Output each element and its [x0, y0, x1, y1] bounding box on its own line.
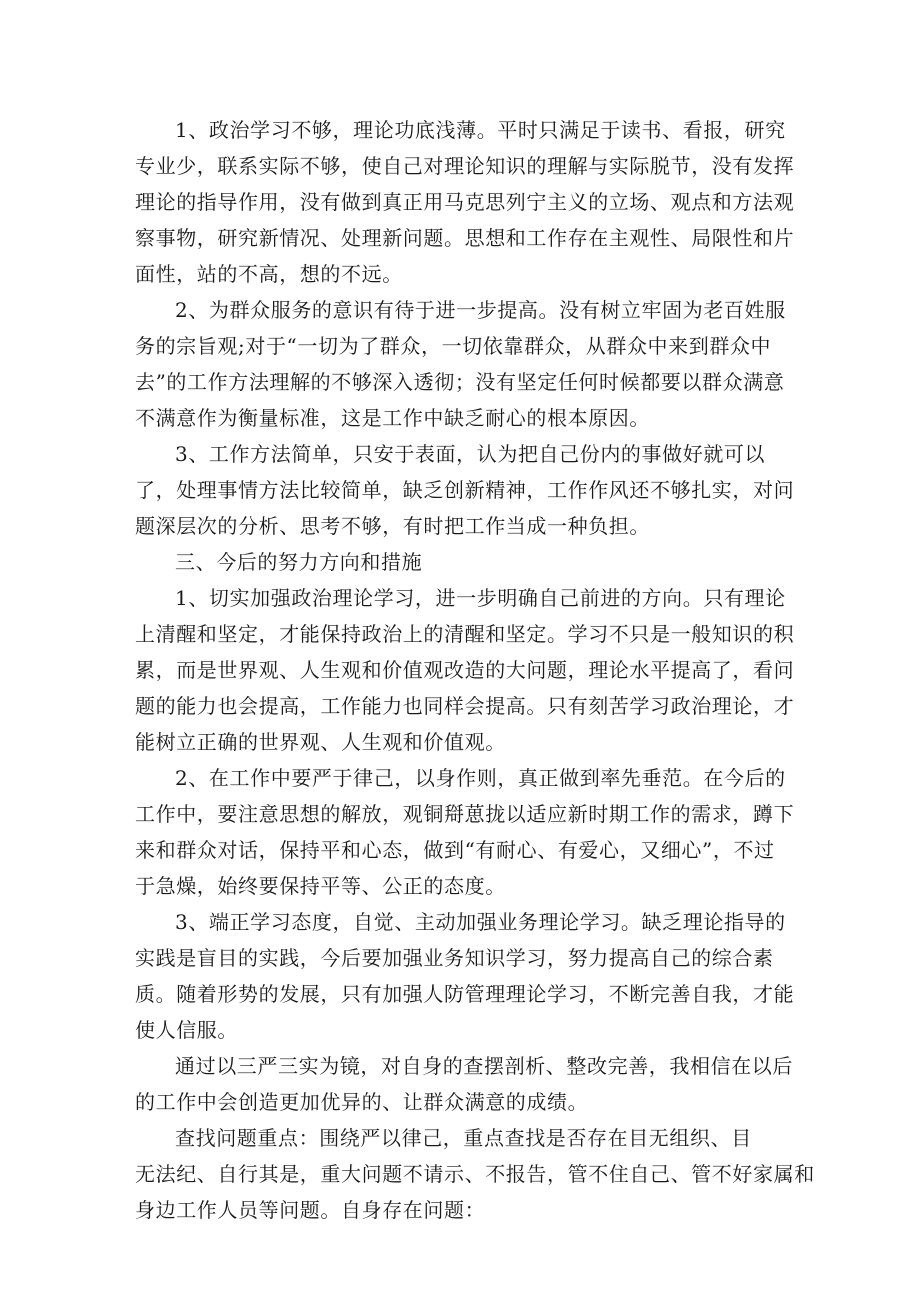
text-line: 理论的指导作用，没有做到真正用马克思列宁主义的立场、观点和方法观	[135, 190, 795, 214]
text-line: 1、切实加强政治理论学习，进一步明确自己前进的方向。只有理论	[175, 586, 786, 610]
text-line: 察事物，研究新情况、处理新问题。思想和工作存在主观性、局限性和片	[135, 226, 795, 250]
paragraph	[135, 760, 795, 904]
paragraph	[135, 436, 795, 544]
paragraph	[135, 292, 795, 436]
text-line: 累，而是世界观、人生观和价值观改造的大问题，理论水平提高了，看问	[135, 658, 795, 682]
text-line: 来和群众对话，保持平和心态，做到“有耐心、有爱心，又细心”，不过	[135, 838, 775, 862]
text-line: 面性，站的不高，想的不远。	[135, 262, 403, 286]
text-line: 使人信服。	[135, 1018, 238, 1042]
paragraph	[135, 580, 795, 760]
text-line: 无法纪、自行其是，重大问题不请示、不报告，管不住自己、管不好家属和	[135, 1162, 815, 1186]
text-line: 三、今后的努力方向和措施	[175, 550, 423, 574]
text-line: 3、工作方法简单，只安于表面，认为把自己份内的事做好就可以	[175, 442, 766, 466]
text-line: 1、政治学习不够，理论功底浅薄。平时只满足于读书、看报，研究	[175, 118, 786, 142]
text-line: 3、端正学习态度，自觉、主动加强业务理论学习。缺乏理论指导的	[175, 910, 786, 934]
text-line: 查找问题重点：围绕严以律己，重点查找是否存在目无组织、目	[175, 1126, 752, 1150]
text-line: 2、在工作中要严于律己，以身作则，真正做到率先垂范。在今后的	[175, 766, 786, 790]
text-line: 不满意作为衡量标准，这是工作中缺乏耐心的根本原因。	[135, 406, 650, 430]
text-line: 工作中，要注意思想的解放，观铜搿葸拢以适应新时期工作的需求，蹲下	[135, 802, 795, 826]
text-line: 通过以三严三实为镜，对自身的查摆剖析、整改完善，我相信在以后	[175, 1054, 793, 1078]
text-line: 于急燥，始终要保持平等、公正的态度。	[135, 874, 506, 898]
text-line: 上清醒和坚定，才能保持政治上的清醒和坚定。学习不只是一般知识的积	[135, 622, 795, 646]
paragraph	[135, 544, 795, 580]
text-line: 了，处理事情方法比较简单，缺乏创新精神，工作作风还不够扎实，对问	[135, 478, 795, 502]
paragraph	[135, 1120, 815, 1228]
text-line: 能树立正确的世界观、人生观和价值观。	[135, 730, 506, 754]
text-line: 务的宗旨观;对于“一切为了群众，一切依靠群众，从群众中来到群众中	[135, 334, 772, 358]
text-line: 题深层次的分析、思考不够，有时把工作当成一种负担。	[135, 514, 650, 538]
text-line: 题的能力也会提高，工作能力也同样会提高。只有刻苦学习政治理论，才	[135, 694, 795, 718]
text-line: 专业少，联系实际不够，使自己对理论知识的理解与实际脱节，没有发挥	[135, 154, 795, 178]
text-line: 实践是盲目的实践，今后要加强业务知识学习，努力提高自己的综合素	[135, 946, 774, 970]
text-line: 2、为群众服务的意识有待于进一步提高。没有树立牢固为老百姓服	[175, 298, 786, 322]
paragraph	[135, 1048, 795, 1120]
paragraph	[135, 904, 795, 1048]
text-line: 质。随着形势的发展，只有加强人防管理理论学习，不断完善自我，才能	[135, 982, 795, 1006]
text-line: 身边工作人员等问题。自身存在问题：	[135, 1198, 486, 1222]
text-line: 去”的工作方法理解的不够深入透彻；没有坚定任何时候都要以群众满意	[135, 370, 785, 394]
paragraph	[135, 112, 795, 292]
text-line: 的工作中会创造更加优异的、让群众满意的成绩。	[135, 1090, 589, 1114]
document-body	[135, 112, 815, 1228]
